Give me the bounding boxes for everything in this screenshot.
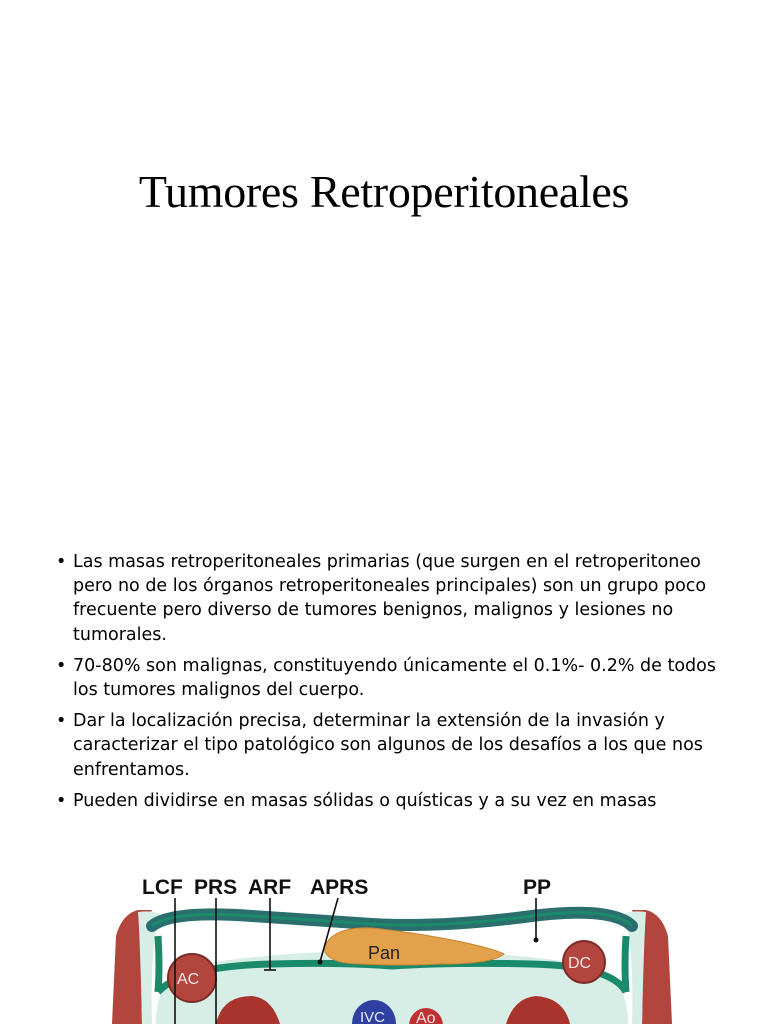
pancreas	[324, 928, 504, 965]
label-ivc: IVC	[360, 1009, 386, 1024]
label-dc: DC	[568, 955, 592, 972]
bullet-text: Dar la localización precisa, determinar la extensión de la invasión y caracterizar el tipo patológico son algunos de los desafíos a los que nos enfrentamos.	[73, 711, 703, 780]
leader-dot-pp	[534, 938, 539, 943]
label-arf: ARF	[248, 876, 292, 899]
retroperitoneum-diagram	[112, 866, 672, 1024]
lateral-fascia-left	[158, 936, 159, 992]
bullet-item	[56, 550, 736, 647]
lateral-fascia-right	[625, 936, 626, 992]
bullet-marker: •	[56, 790, 67, 811]
label-ao: Ao	[416, 1010, 436, 1024]
bullet-text: Pueden dividirse en masas sólidas o quísticas y a su vez en masas	[73, 790, 657, 811]
retroperitoneum-diagram-svg	[112, 866, 672, 1024]
bullet-item	[56, 654, 736, 702]
bullet-marker: •	[56, 711, 67, 732]
bullet-list	[56, 550, 736, 820]
label-pan: Pan	[368, 943, 401, 963]
label-ac: AC	[177, 971, 200, 988]
label-lcf: LCF	[142, 876, 183, 899]
label-pp: PP	[523, 876, 552, 899]
bullet-marker: •	[56, 655, 67, 676]
bullet-item	[56, 789, 736, 813]
bullet-text: Las masas retroperitoneales primarias (que surgen en el retroperitoneo pero no de los órganos retroperitoneales principales) son un grupo poco frecuente pero diverso de tumores benignos, malignos y lesiones no tumorales.	[73, 552, 707, 645]
leader-dot-aprs	[318, 960, 323, 965]
bullet-text: 70-80% son malignas, constituyendo únicamente el 0.1%- 0.2% de todos los tumores malignos del cuerpo.	[73, 655, 716, 701]
label-aprs: APRS	[310, 876, 369, 899]
slide-title: Tumores Retroperitoneales	[138, 166, 630, 217]
bullet-marker: •	[56, 552, 67, 572]
label-prs: PRS	[194, 876, 238, 899]
bullet-item	[56, 709, 736, 782]
